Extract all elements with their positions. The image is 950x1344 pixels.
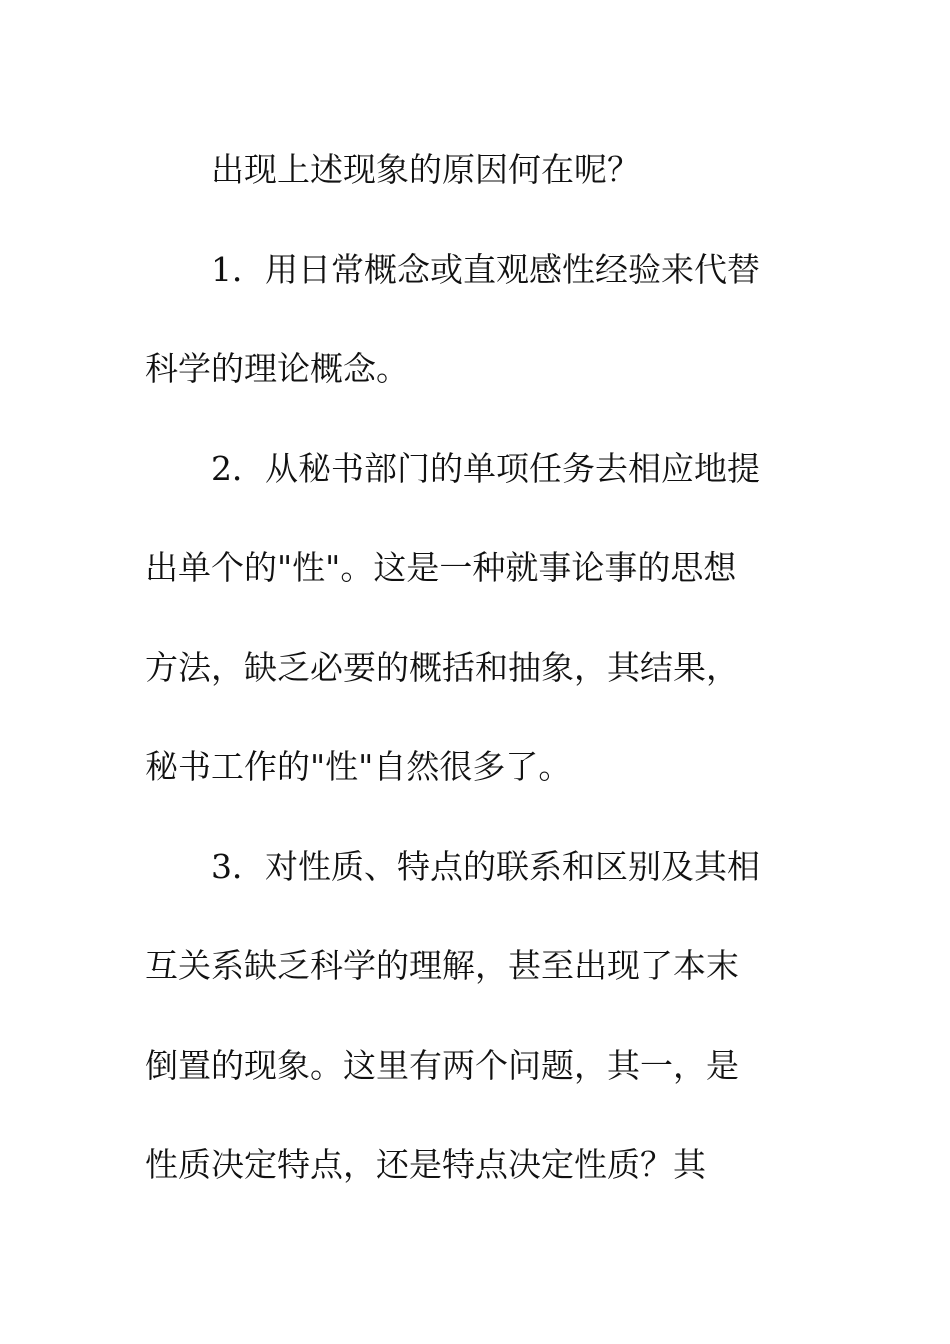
paragraph-point-2 xyxy=(145,419,805,817)
text-line: 秘书工作的"性"自然很多了。 xyxy=(145,747,572,786)
text-line: 倒置的现象。这里有两个问题，其一，是 xyxy=(145,1045,739,1085)
text-line: 1．用日常概念或直观感性经验来代替 xyxy=(211,249,760,289)
text-line: 3．对性质、特点的联系和区别及其相 xyxy=(211,846,760,886)
paragraph-point-3 xyxy=(145,817,805,1215)
text-line: 2．从秘书部门的单项任务去相应地提 xyxy=(211,448,760,488)
text-line: 科学的理论概念。 xyxy=(145,349,409,388)
text-line: 出现上述现象的原因何在呢？ xyxy=(211,150,640,189)
paragraph-question xyxy=(145,120,805,220)
text-line: 性质决定特点，还是特点决定性质？其 xyxy=(145,1145,706,1184)
paragraph-point-1 xyxy=(145,220,805,419)
document-body xyxy=(145,120,805,1215)
text-line: 出单个的"性"。这是一种就事论事的思想 xyxy=(145,548,737,587)
text-line: 方法，缺乏必要的概括和抽象，其结果， xyxy=(145,647,739,687)
text-line: 互关系缺乏科学的理解，甚至出现了本末 xyxy=(145,946,739,985)
